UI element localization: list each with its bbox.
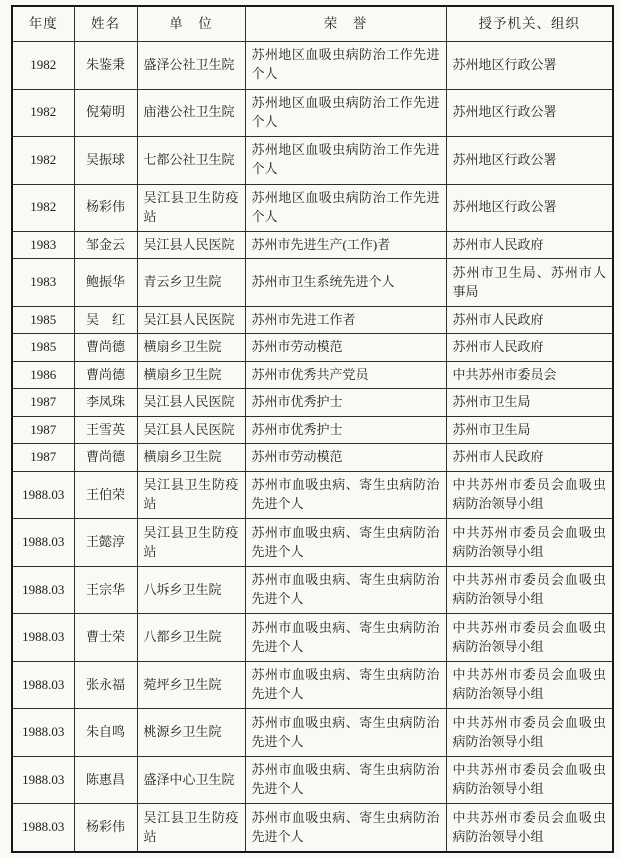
cell-unit: 吴江县人民医院 (137, 306, 245, 333)
awards-table (11, 5, 614, 853)
cell-unit: 盛泽中心卫生院 (137, 756, 245, 804)
cell-honor: 苏州市血吸虫病、寄生虫病防治先进个人 (245, 661, 446, 709)
cell-org: 苏州市卫生局 (446, 416, 613, 443)
cell-name: 鲍振华 (74, 259, 137, 307)
table-row (12, 361, 613, 388)
cell-name: 王伯荣 (74, 471, 137, 519)
cell-honor: 苏州市劳动模范 (245, 334, 446, 361)
table-row (12, 334, 613, 361)
cell-name: 吴 红 (74, 306, 137, 333)
cell-honor: 苏州地区血吸虫病防治工作先进个人 (245, 89, 446, 137)
col-header-org: 授予机关、组织 (446, 6, 613, 42)
cell-honor: 苏州地区血吸虫病防治工作先进个人 (245, 184, 446, 232)
cell-year: 1988.03 (12, 709, 74, 757)
cell-year: 1986 (12, 361, 74, 388)
cell-year: 1983 (12, 259, 74, 307)
cell-name: 杨彩伟 (74, 184, 137, 232)
cell-name: 李凤珠 (74, 389, 137, 416)
cell-name: 杨彩伟 (74, 804, 137, 852)
table-row (12, 661, 613, 709)
cell-name: 张永福 (74, 661, 137, 709)
cell-honor: 苏州市先进工作者 (245, 306, 446, 333)
cell-org: 苏州地区行政公署 (446, 137, 613, 185)
cell-org: 中共苏州市委员会血吸虫病防治领导小组 (446, 471, 613, 519)
table-row (12, 471, 613, 519)
table-row (12, 389, 613, 416)
cell-name: 倪菊明 (74, 89, 137, 137)
cell-honor: 苏州市优秀护士 (245, 416, 446, 443)
cell-honor: 苏州市血吸虫病、寄生虫病防治先进个人 (245, 804, 446, 852)
cell-unit: 庙港公社卫生院 (137, 89, 245, 137)
cell-org: 苏州市人民政府 (446, 444, 613, 471)
cell-name: 曹尚德 (74, 444, 137, 471)
cell-unit: 七都公社卫生院 (137, 137, 245, 185)
cell-year: 1988.03 (12, 471, 74, 519)
cell-name: 王懿淳 (74, 519, 137, 567)
cell-name: 曹尚德 (74, 361, 137, 388)
cell-org: 苏州市卫生局 (446, 389, 613, 416)
cell-year: 1988.03 (12, 566, 74, 614)
cell-name: 王雪英 (74, 416, 137, 443)
cell-year: 1982 (12, 137, 74, 185)
cell-honor: 苏州地区血吸虫病防治工作先进个人 (245, 137, 446, 185)
cell-org: 中共苏州市委员会血吸虫病防治领导小组 (446, 519, 613, 567)
cell-honor: 苏州市血吸虫病、寄生虫病防治先进个人 (245, 566, 446, 614)
cell-unit: 吴江县卫生防疫站 (137, 184, 245, 232)
table-body (12, 42, 613, 853)
cell-year: 1987 (12, 389, 74, 416)
cell-year: 1982 (12, 42, 74, 90)
cell-unit: 盛泽公社卫生院 (137, 42, 245, 90)
cell-name: 朱自鸣 (74, 709, 137, 757)
cell-year: 1987 (12, 444, 74, 471)
cell-org: 中共苏州市委员会血吸虫病防治领导小组 (446, 756, 613, 804)
table-row (12, 519, 613, 567)
col-header-honor: 荣 誉 (245, 6, 446, 42)
cell-year: 1988.03 (12, 614, 74, 662)
cell-honor: 苏州市血吸虫病、寄生虫病防治先进个人 (245, 709, 446, 757)
cell-year: 1988.03 (12, 804, 74, 852)
table-row (12, 259, 613, 307)
table-row (12, 306, 613, 333)
cell-year: 1982 (12, 89, 74, 137)
cell-unit: 吴江县卫生防疫站 (137, 471, 245, 519)
cell-org: 中共苏州市委员会血吸虫病防治领导小组 (446, 614, 613, 662)
cell-name: 朱鉴秉 (74, 42, 137, 90)
cell-org: 苏州市卫生局、苏州市人事局 (446, 259, 613, 307)
cell-name: 王宗华 (74, 566, 137, 614)
cell-unit: 吴江县人民医院 (137, 232, 245, 259)
cell-honor: 苏州市血吸虫病、寄生虫病防治先进个人 (245, 471, 446, 519)
cell-year: 1983 (12, 232, 74, 259)
table-row (12, 756, 613, 804)
cell-year: 1988.03 (12, 661, 74, 709)
cell-unit: 菀坪乡卫生院 (137, 661, 245, 709)
cell-name: 吴振球 (74, 137, 137, 185)
cell-unit: 横扇乡卫生院 (137, 334, 245, 361)
table-row (12, 709, 613, 757)
cell-unit: 八都乡卫生院 (137, 614, 245, 662)
cell-year: 1987 (12, 416, 74, 443)
cell-honor: 苏州市优秀共产党员 (245, 361, 446, 388)
cell-year: 1982 (12, 184, 74, 232)
cell-org: 中共苏州市委员会血吸虫病防治领导小组 (446, 804, 613, 852)
cell-name: 曹士荣 (74, 614, 137, 662)
cell-name: 邹金云 (74, 232, 137, 259)
cell-unit: 横扇乡卫生院 (137, 361, 245, 388)
cell-honor: 苏州市血吸虫病、寄生虫病防治先进个人 (245, 614, 446, 662)
col-header-unit: 单 位 (137, 6, 245, 42)
cell-unit: 青云乡卫生院 (137, 259, 245, 307)
cell-name: 曹尚德 (74, 334, 137, 361)
cell-name: 陈惠昌 (74, 756, 137, 804)
cell-honor: 苏州市优秀护士 (245, 389, 446, 416)
cell-org: 苏州地区行政公署 (446, 184, 613, 232)
cell-org: 苏州市人民政府 (446, 306, 613, 333)
cell-org: 中共苏州市委员会血吸虫病防治领导小组 (446, 566, 613, 614)
table-row (12, 42, 613, 90)
cell-org: 苏州市人民政府 (446, 334, 613, 361)
cell-org: 中共苏州市委员会血吸虫病防治领导小组 (446, 709, 613, 757)
cell-unit: 吴江县卫生防疫站 (137, 804, 245, 852)
cell-year: 1985 (12, 334, 74, 361)
cell-year: 1988.03 (12, 756, 74, 804)
cell-org: 中共苏州市委员会 (446, 361, 613, 388)
cell-unit: 八坼乡卫生院 (137, 566, 245, 614)
header-row (12, 6, 613, 42)
table-row (12, 184, 613, 232)
cell-unit: 吴江县人民医院 (137, 416, 245, 443)
table-row (12, 416, 613, 443)
table-row (12, 137, 613, 185)
cell-org: 苏州市人民政府 (446, 232, 613, 259)
cell-honor: 苏州市卫生系统先进个人 (245, 259, 446, 307)
cell-org: 中共苏州市委员会血吸虫病防治领导小组 (446, 661, 613, 709)
table-row (12, 566, 613, 614)
table-row (12, 232, 613, 259)
col-header-name: 姓名 (74, 6, 137, 42)
cell-year: 1988.03 (12, 519, 74, 567)
cell-org: 苏州地区行政公署 (446, 89, 613, 137)
table-row (12, 444, 613, 471)
cell-honor: 苏州地区血吸虫病防治工作先进个人 (245, 42, 446, 90)
cell-honor: 苏州市先进生产(工作)者 (245, 232, 446, 259)
cell-unit: 吴江县人民医院 (137, 389, 245, 416)
cell-honor: 苏州市血吸虫病、寄生虫病防治先进个人 (245, 756, 446, 804)
cell-honor: 苏州市劳动模范 (245, 444, 446, 471)
cell-unit: 桃源乡卫生院 (137, 709, 245, 757)
table-row (12, 89, 613, 137)
cell-unit: 吴江县卫生防疫站 (137, 519, 245, 567)
col-header-year: 年度 (12, 6, 74, 42)
table-row (12, 614, 613, 662)
cell-unit: 横扇乡卫生院 (137, 444, 245, 471)
cell-org: 苏州地区行政公署 (446, 42, 613, 90)
cell-year: 1985 (12, 306, 74, 333)
cell-honor: 苏州市血吸虫病、寄生虫病防治先进个人 (245, 519, 446, 567)
table-row (12, 804, 613, 852)
